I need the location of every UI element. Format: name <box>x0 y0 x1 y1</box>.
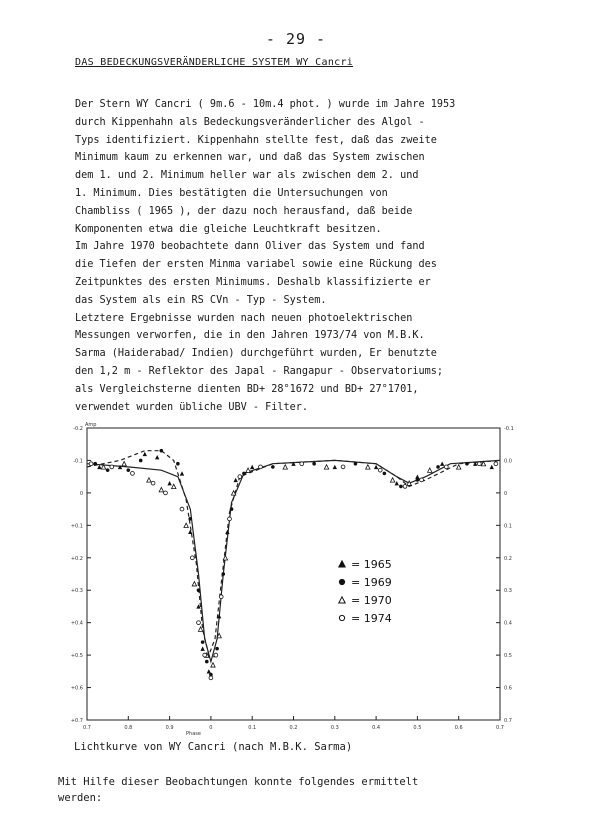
data-point-1969 <box>106 468 110 472</box>
paragraph-line: Komponenten etwa die gleiche Leuchtkraft besitzen. <box>75 223 382 235</box>
paragraph-line: den 1,2 m - Reflektor des Japal - Rangapur - Observatoriums; <box>75 365 444 377</box>
x-tick-label: 0.9 <box>165 725 174 731</box>
paragraph-line: Der Stern WY Cancri ( 9m.6 - 10m.4 phot. ) wurde im Jahre 1953 <box>75 99 456 110</box>
y-tick-label-right: 0.3 <box>504 588 512 595</box>
data-point-1969 <box>242 472 246 476</box>
y-tick-label-left: +0.5 <box>70 653 83 660</box>
paragraph-line: 1. Minimum. Dies bestätigten die Untersuchungen von <box>75 187 388 199</box>
data-point-1969 <box>215 647 219 651</box>
y-tick-label-left: 0 <box>79 490 83 497</box>
x-tick-label: 0.1 <box>248 725 257 731</box>
x-tick-label: 0.8 <box>124 725 133 731</box>
data-point-1970 <box>223 556 227 560</box>
data-point-1970 <box>324 465 328 469</box>
data-point-1970 <box>172 484 176 488</box>
x-tick-label: 0.2 <box>289 725 298 731</box>
x-axis-label: Phase <box>186 731 201 737</box>
data-point-1974 <box>300 462 304 466</box>
data-point-1974 <box>89 462 93 466</box>
data-point-1965 <box>250 465 254 469</box>
y-tick-label-right: 0.5 <box>504 653 512 660</box>
data-point-1969 <box>271 465 275 469</box>
y-tick-label-right: 0.4 <box>504 620 512 627</box>
data-point-1974 <box>420 478 424 482</box>
data-point-1974 <box>131 472 135 476</box>
data-point-1974 <box>110 465 114 469</box>
section-heading: DAS BEDECKUNGSVERÄNDERLICHE SYSTEM WY Cancri <box>75 57 354 68</box>
data-point-1969 <box>354 462 358 466</box>
paragraph-line: Typs identifiziert. Kippenhahn stellte fest, daß das zweite <box>75 134 437 146</box>
data-point-1970 <box>407 481 411 485</box>
data-point-1969 <box>436 465 440 469</box>
x-tick-label: 0.5 <box>413 725 422 731</box>
data-point-1969 <box>188 517 192 521</box>
light-curve-solid <box>87 460 500 661</box>
data-point-1970 <box>246 468 250 472</box>
y-axis-label: Amp <box>85 422 97 428</box>
data-point-1969 <box>383 472 387 476</box>
data-point-1974 <box>341 465 345 469</box>
data-point-1974 <box>214 653 218 657</box>
data-point-1970 <box>192 582 196 586</box>
y-tick-label-right: 0.6 <box>504 685 512 692</box>
data-point-1974 <box>219 595 223 599</box>
legend-marker-1965 <box>339 561 345 567</box>
data-point-1969 <box>465 462 469 466</box>
data-point-1965 <box>97 465 101 469</box>
data-point-1969 <box>139 459 143 463</box>
data-point-1965 <box>143 452 147 456</box>
data-point-1974 <box>164 491 168 495</box>
paragraph-line: durch Kippenhahn als Bedeckungsveränderlicher des Algol - <box>75 116 425 128</box>
y-tick-label-right: 0.0 <box>504 458 512 465</box>
paragraph-line: Minimum kaum zu erkennen war, und daß das System zwischen <box>75 152 425 164</box>
paragraph-line: Im Jahre 1970 beobachtete dann Oliver das System und fand <box>75 241 425 253</box>
y-tick-label-left: +0.7 <box>70 718 83 724</box>
data-point-1969 <box>399 485 403 489</box>
paragraph-line: verwendet wurden übliche UBV - Filter. <box>75 401 309 413</box>
data-point-1974 <box>209 676 213 680</box>
data-point-1974 <box>378 468 382 472</box>
data-point-1974 <box>190 556 194 560</box>
data-point-1965 <box>188 530 192 534</box>
data-point-1969 <box>197 588 201 592</box>
legend-marker-1970 <box>339 597 345 603</box>
x-tick-label: 0.4 <box>372 725 381 731</box>
y-tick-label-left: -0.2 <box>73 426 83 432</box>
data-point-1969 <box>312 462 316 466</box>
data-point-1970 <box>211 663 215 667</box>
data-point-1969 <box>93 462 97 466</box>
paragraph-line: Letztere Ergebnisse wurden nach neuen photoelektrischen <box>75 312 413 324</box>
legend-marker-1969 <box>339 579 344 584</box>
x-tick-label: 0 <box>209 725 213 731</box>
data-point-1974 <box>197 621 201 625</box>
paragraph-line: als Vergleichsterne dienten BD+ 28°1672 und BD+ 27°1701, <box>75 383 419 395</box>
data-point-1965 <box>395 481 399 485</box>
legend-label-1969: = 1969 <box>351 576 392 589</box>
paragraph-line: Chambliss ( 1965 ), der dazu noch herausfand, daß beide <box>75 205 413 217</box>
data-point-1965 <box>374 465 378 469</box>
data-point-1965 <box>167 481 171 485</box>
data-point-1974 <box>444 465 448 469</box>
data-point-1965 <box>200 646 204 650</box>
y-tick-label-left: +0.6 <box>70 685 83 692</box>
legend-label-1974: = 1974 <box>351 612 392 625</box>
data-point-1969 <box>230 507 234 511</box>
data-point-1965 <box>490 465 494 469</box>
y-tick-label-right: 0.2 <box>504 555 512 562</box>
data-point-1970 <box>184 523 188 527</box>
data-point-1969 <box>127 468 131 472</box>
y-tick-label-left: +0.4 <box>70 620 83 627</box>
x-tick-label: 0.7 <box>83 725 91 731</box>
plot-frame <box>87 428 500 720</box>
data-point-1974 <box>151 481 155 485</box>
paragraph-line: das System als ein RS CVn - Typ - System. <box>75 294 327 306</box>
data-point-1974 <box>238 475 242 479</box>
data-point-1970 <box>428 468 432 472</box>
data-point-1970 <box>122 461 126 465</box>
data-point-1965 <box>333 465 337 469</box>
data-point-1965 <box>233 478 237 482</box>
closing-line: werden: <box>58 792 103 804</box>
y-tick-label-right: -0.1 <box>504 426 514 432</box>
data-point-1974 <box>228 517 232 521</box>
data-point-1969 <box>201 640 205 644</box>
paragraph-line: dem 1. und 2. Minimum heller war als zwischen dem 2. und <box>75 170 419 182</box>
closing-text <box>58 774 418 806</box>
y-tick-label-left: +0.2 <box>70 555 83 562</box>
y-tick-label-right: 0.1 <box>504 523 512 530</box>
data-point-1970 <box>283 465 287 469</box>
data-point-1969 <box>160 449 164 453</box>
data-point-1974 <box>259 465 263 469</box>
data-point-1969 <box>416 478 420 482</box>
data-point-1965 <box>180 471 184 475</box>
y-tick-label-left: +0.3 <box>70 588 83 595</box>
data-point-1965 <box>440 461 444 465</box>
figure-caption: Lichtkurve von WY Cancri (nach M.B.K. Sarma) <box>74 741 353 753</box>
data-point-1965 <box>155 455 159 459</box>
x-tick-label: 0.7 <box>496 725 504 731</box>
light-curve-figure <box>52 418 522 744</box>
x-tick-label: 0.6 <box>454 725 463 731</box>
paragraph-line: die Tiefen der ersten Minma variabel sowie eine Rückung des <box>75 259 437 271</box>
page-number: - 29 - <box>265 30 327 48</box>
legend-marker-1974 <box>339 615 344 620</box>
legend-label-1970: = 1970 <box>351 594 392 607</box>
data-point-1969 <box>176 462 180 466</box>
data-point-1974 <box>403 485 407 489</box>
data-point-1970 <box>390 478 394 482</box>
data-point-1974 <box>203 653 207 657</box>
data-point-1974 <box>477 462 481 466</box>
data-point-1970 <box>457 465 461 469</box>
paragraph-line: Messungen verworfen, die in den Jahren 1973/74 von M.B.K. <box>75 330 425 342</box>
y-tick-label-right: 0.7 <box>504 718 512 724</box>
x-tick-label: 0.3 <box>330 725 339 731</box>
data-point-1965 <box>225 530 229 534</box>
y-tick-label-right: 0 <box>504 490 508 497</box>
data-point-1970 <box>366 465 370 469</box>
paragraph-line: Zeitpunktes des ersten Minimums. Deshalb klassifizierte er <box>75 276 431 288</box>
light-curve-chart <box>52 418 522 740</box>
paragraph <box>75 96 520 416</box>
data-point-1969 <box>221 572 225 576</box>
closing-line: Mit Hilfe dieser Beobachtungen konnte folgendes ermittelt <box>58 776 419 788</box>
paragraph-line: Sarma (Haiderabad/ Indien) durchgeführt wurden, Er benutzte <box>75 348 437 360</box>
data-point-1970 <box>147 478 151 482</box>
data-point-1974 <box>494 462 498 466</box>
data-point-1969 <box>205 660 209 664</box>
data-point-1970 <box>159 487 163 491</box>
y-tick-label-left: -0.1 <box>73 458 83 465</box>
y-tick-label-left: +0.1 <box>70 523 83 530</box>
legend-label-1965: = 1965 <box>351 558 392 571</box>
data-point-1974 <box>180 507 184 511</box>
